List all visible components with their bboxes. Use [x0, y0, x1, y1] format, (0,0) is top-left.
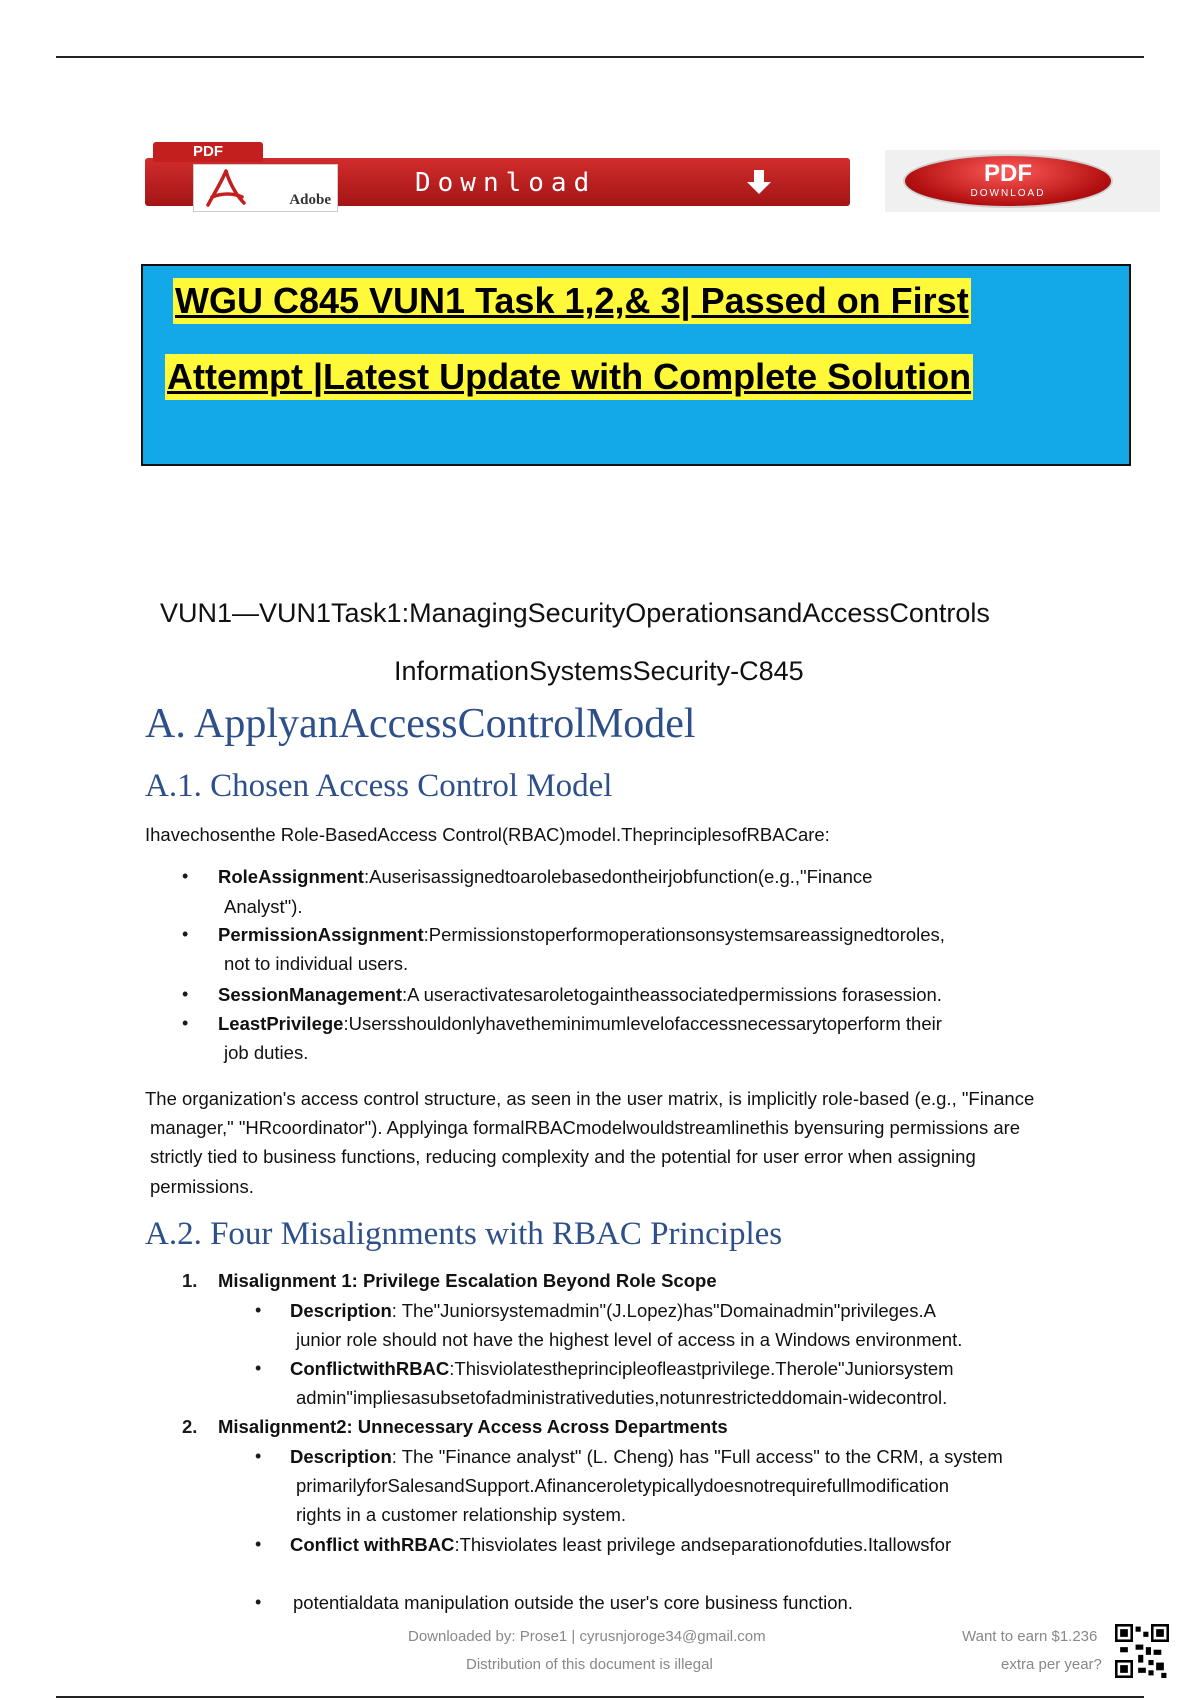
- download-label: Download: [415, 168, 597, 198]
- conflict-term: Conflict withRBAC: [290, 1534, 455, 1555]
- badge-download-label: DOWNLOAD: [970, 188, 1046, 199]
- downloaded-by: Downloaded by: Prose1 | cyrusnjoroge34@gmail.com: [408, 1628, 766, 1645]
- paragraph-line: The organization's access control structure, as seen in the user matrix, is implicitly role-based (e.g., "Finance: [145, 1088, 1035, 1109]
- title-line-2: Attempt |Latest Update with Complete Solution: [165, 354, 973, 400]
- misalignment-2-title: Misalignment2: Unnecessary Access Across Departments: [218, 1416, 728, 1437]
- principle-term: SessionManagement: [218, 984, 403, 1005]
- principle-text: :Usersshouldonlyhavetheminimumlevelofaccessnecessarytoperform their: [343, 1013, 942, 1034]
- principle-cont: Analyst").: [224, 896, 303, 917]
- conflict-cont: admin"impliesasubsetofadministrativeduties,notunrestricteddomain-widecontrol.: [296, 1387, 948, 1408]
- misalignment-1-conflict: [290, 1358, 954, 1380]
- course-name: InformationSystemsSecurity-C845: [394, 656, 804, 686]
- heading-a: A. ApplyanAccessControlModel: [145, 701, 696, 747]
- misalignment-1-description: [290, 1300, 936, 1322]
- principle-item: [218, 924, 945, 946]
- heading-a1: A.1. Chosen Access Control Model: [145, 768, 613, 804]
- pdf-tab: PDF: [153, 142, 263, 162]
- conflict-text: :Thisviolatestheprincipleofleastprivilege.Therole"Juniorsystem: [449, 1358, 954, 1379]
- misalignment-2-conflict: [290, 1534, 951, 1556]
- description-text: : The "Finance analyst" (L. Cheng) has "Full access" to the CRM, a system: [391, 1446, 1003, 1467]
- description-text: : The"Juniorsystemadmin"(J.Lopez)has"Domainadmin"privileges.A: [391, 1300, 936, 1321]
- pdf-download-badge[interactable]: [903, 154, 1113, 208]
- adobe-label: Adobe: [289, 192, 331, 208]
- bullet-icon: •: [255, 1300, 262, 1320]
- bottom-rule: [56, 1696, 1144, 1698]
- principle-term: RoleAssignment: [218, 866, 364, 887]
- bullet-icon: •: [182, 866, 189, 886]
- description-cont: junior role should not have the highest level of access in a Windows environment.: [296, 1329, 963, 1350]
- download-arrow-icon: [745, 168, 773, 198]
- misalignment-2-description: [290, 1446, 1003, 1468]
- bullet-icon: •: [182, 1013, 189, 1033]
- principle-cont: not to individual users.: [224, 953, 409, 974]
- description-term: Description: [290, 1300, 392, 1321]
- principle-text: :Auserisassignedtoarolebasedontheirjobfunction(e.g.,"Finance: [363, 866, 873, 887]
- title-line-1: WGU C845 VUN1 Task 1,2,& 3| Passed on First: [173, 278, 971, 324]
- adobe-document-icon: [193, 164, 338, 212]
- pdf-download-banner[interactable]: [145, 143, 1160, 210]
- document-title-box: [141, 264, 1131, 466]
- badge-pdf-label: PDF: [984, 160, 1032, 187]
- bullet-icon: •: [255, 1592, 262, 1612]
- principle-term: LeastPrivilege: [218, 1013, 344, 1034]
- list-number: 1.: [182, 1270, 198, 1291]
- conflict-cont: potentialdata manipulation outside the user's core business function.: [293, 1592, 853, 1613]
- list-number: 2.: [182, 1416, 198, 1437]
- intro-text: Ihavechosenthe Role-BasedAccess Control(RBAC)model.TheprinciplesofRBACare:: [145, 824, 830, 845]
- distribution-notice: Distribution of this document is illegal: [466, 1656, 713, 1673]
- bullet-icon: •: [182, 924, 189, 944]
- bullet-icon: •: [182, 984, 189, 1004]
- paragraph-line: permissions.: [150, 1176, 254, 1197]
- bullet-icon: •: [255, 1534, 262, 1554]
- principle-text: :A useractivatesaroletogaintheassociatedpermissions forasession.: [402, 984, 942, 1005]
- pdf-download-badge-area[interactable]: [885, 150, 1160, 212]
- principle-text: :Permissionstoperformoperationsonsystemsareassignedtoroles,: [423, 924, 945, 945]
- bullet-icon: •: [255, 1446, 262, 1466]
- description-cont: rights in a customer relationship system.: [296, 1504, 627, 1525]
- principle-term: PermissionAssignment: [218, 924, 424, 945]
- conflict-term: ConflictwithRBAC: [290, 1358, 450, 1379]
- paragraph-line: manager," "HRcoordinator"). Applyinga formalRBACmodelwouldstreamlinethis byensuring permissions are: [150, 1117, 1021, 1138]
- earn-promo-line2[interactable]: extra per year?: [1001, 1656, 1102, 1673]
- heading-a2: A.2. Four Misalignments with RBAC Principles: [145, 1216, 783, 1252]
- earn-promo-line1[interactable]: Want to earn $1.236: [962, 1628, 1098, 1645]
- misalignment-1-title: Misalignment 1: Privilege Escalation Beyond Role Scope: [218, 1270, 717, 1291]
- description-cont: primarilyforSalesandSupport.Afinanceroletypicallydoesnotrequirefullmodification: [296, 1475, 949, 1496]
- principle-item: [218, 866, 872, 888]
- download-bar[interactable]: [145, 158, 850, 206]
- principle-item: [218, 1013, 942, 1035]
- description-term: Description: [290, 1446, 392, 1467]
- principle-cont: job duties.: [224, 1042, 309, 1063]
- conflict-text: :Thisviolates least privilege andseparationofduties.Itallowsfor: [454, 1534, 952, 1555]
- course-task-title: VUN1—VUN1Task1:ManagingSecurityOperationsandAccessControls: [160, 598, 990, 628]
- top-rule: [56, 56, 1144, 58]
- adobe-symbol-icon: [206, 167, 246, 209]
- principle-item: [218, 984, 942, 1006]
- paragraph-line: strictly tied to business functions, reducing complexity and the potential for user error when assigning: [150, 1146, 976, 1167]
- bullet-icon: •: [255, 1358, 262, 1378]
- qr-code-icon[interactable]: [1115, 1624, 1169, 1678]
